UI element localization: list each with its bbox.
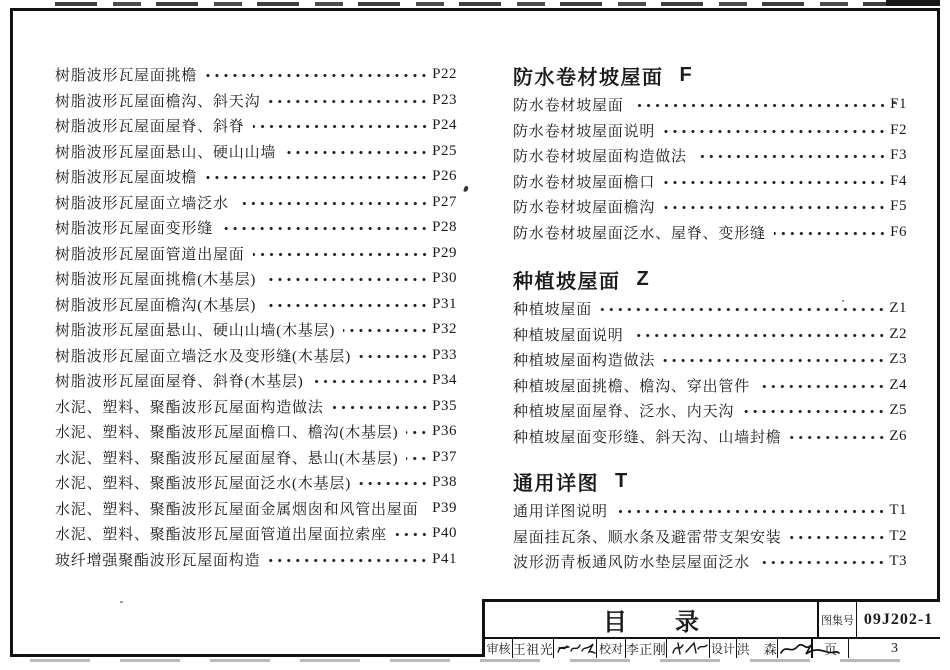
entry-title: 水泥、塑料、聚酯波形瓦屋面泛水(木基层)	[55, 476, 351, 493]
dot-leader	[359, 479, 429, 488]
toc-entry	[513, 347, 907, 373]
dot-leader	[268, 97, 429, 106]
entry-page: P32	[432, 321, 457, 338]
dot-leader	[600, 305, 886, 314]
entry-page: P30	[432, 270, 457, 287]
toc-entry	[55, 368, 457, 394]
entry-title: 种植坡屋面构造做法	[513, 353, 656, 370]
section-entries	[513, 498, 907, 575]
dot-leader	[205, 173, 429, 182]
dot-leader	[632, 331, 887, 340]
toc-section-general-details	[513, 466, 907, 575]
entry-title: 树脂波形瓦屋面挑檐	[55, 68, 198, 85]
title-block-bottom-row	[485, 637, 940, 658]
entry-page: P24	[432, 117, 457, 134]
entry-title: 水泥、塑料、聚酯波形瓦屋面金属烟囱和风管出屋面	[55, 501, 419, 518]
toc-entry	[513, 194, 907, 220]
entry-title: 水泥、塑料、聚酯波形瓦屋面檐口、檐沟(木基层)	[55, 425, 399, 442]
dot-leader	[237, 199, 429, 208]
toc-entry	[55, 266, 457, 292]
toc-entry	[513, 92, 907, 118]
dot-leader	[253, 250, 430, 259]
dot-leader	[359, 352, 429, 361]
page-title: 目 录	[603, 610, 699, 636]
toc-entry	[55, 113, 457, 139]
entry-page: Z5	[889, 402, 907, 419]
entry-page: P38	[432, 474, 457, 491]
entry-page: F1	[890, 96, 907, 113]
section-heading	[513, 60, 907, 90]
toc-entry	[513, 398, 907, 424]
entry-title: 树脂波形瓦屋面檐沟(木基层)	[55, 297, 257, 314]
entry-page: Z2	[889, 325, 907, 342]
signature-icon	[668, 641, 710, 656]
entry-page: P33	[432, 346, 457, 363]
entry-title: 水泥、塑料、聚酯波形瓦屋面构造做法	[55, 399, 324, 416]
dot-leader	[695, 152, 887, 161]
toc-entry	[513, 498, 907, 524]
entry-page: P23	[432, 91, 457, 108]
entry-page: F5	[890, 198, 907, 215]
entry-title: 种植坡屋面屋脊、泛水、内天沟	[513, 404, 735, 421]
toc-entry	[55, 292, 457, 318]
entry-title: 树脂波形瓦屋面屋脊、斜脊	[55, 119, 245, 136]
dot-leader	[790, 533, 887, 542]
toc-entry	[55, 496, 457, 522]
dot-leader	[632, 101, 888, 110]
entry-title: 树脂波形瓦屋面檐沟、斜天沟	[55, 93, 261, 110]
entry-title: 树脂波形瓦屋面悬山、硬山山墙(木基层)	[55, 323, 336, 340]
entry-title: 种植坡屋面挑檐、檐沟、穿出管件	[513, 378, 751, 395]
dot-leader	[253, 122, 430, 131]
reviewer-label: 审核	[486, 642, 511, 656]
title-block	[482, 599, 940, 657]
proofreader-name: 李正刚	[625, 639, 666, 658]
toc-entry	[513, 169, 907, 195]
section-heading	[513, 466, 907, 496]
entry-title: 种植坡屋面说明	[513, 327, 624, 344]
section-entries	[513, 296, 907, 449]
dot-leader	[663, 178, 887, 187]
dot-leader	[284, 148, 429, 157]
entry-title: 防水卷材坡屋面构造做法	[513, 149, 687, 166]
entry-page: F6	[890, 223, 907, 240]
atlas-number-label: 图集号	[817, 602, 856, 637]
dot-leader	[790, 433, 887, 442]
dot-leader	[332, 403, 430, 412]
entry-page: P35	[432, 397, 457, 414]
reviewer-signature	[553, 639, 596, 658]
entry-title: 防水卷材坡屋面檐沟	[513, 200, 656, 217]
toc-entry	[513, 296, 907, 322]
entry-title: 树脂波形瓦屋面立墙泛水	[55, 195, 229, 212]
reviewer-name: 王祖光	[512, 639, 553, 658]
toc-entry	[513, 220, 907, 246]
toc-entry	[513, 373, 907, 399]
section-code: Z	[636, 267, 649, 290]
entry-page: P26	[432, 168, 457, 185]
entry-page: Z6	[889, 427, 907, 444]
toc-entry	[55, 241, 457, 267]
proofreader-label: 校对	[596, 639, 625, 658]
designer-name: 洪 森	[736, 639, 777, 658]
entry-title: 种植坡屋面	[513, 302, 593, 319]
entry-page: P22	[432, 66, 457, 83]
entry-title: 屋面挂瓦条、顺水条及避雷带支架安装	[513, 529, 782, 546]
section-heading-text: 种植坡屋面	[513, 270, 621, 293]
atlas-number-value: 09J202-1	[856, 602, 940, 637]
toc-entry	[55, 521, 457, 547]
entry-title: 树脂波形瓦屋面挑檐(木基层)	[55, 272, 257, 289]
entry-page: P27	[432, 193, 457, 210]
entry-title: 树脂波形瓦屋面坡檐	[55, 170, 198, 187]
dot-leader	[616, 507, 887, 516]
entry-page: P39	[432, 499, 457, 516]
entry-title: 水泥、塑料、聚酯波形瓦屋面屋脊、悬山(木基层)	[55, 450, 399, 467]
toc-entry	[55, 445, 457, 471]
dot-leader	[758, 558, 886, 567]
proofreader-signature	[666, 639, 709, 658]
entry-page: F3	[890, 147, 907, 164]
entry-title: 玻纤增强聚酯波形瓦屋面构造	[55, 552, 261, 569]
entry-page: P37	[432, 448, 457, 465]
entry-page: F4	[890, 172, 907, 189]
toc-entry	[55, 62, 457, 88]
entry-page: Z4	[889, 376, 907, 393]
entry-page: P25	[432, 142, 457, 159]
dot-leader	[343, 326, 429, 335]
toc-entry	[513, 549, 907, 575]
dot-leader	[205, 71, 429, 80]
toc-entry	[55, 88, 457, 114]
toc-entry	[55, 164, 457, 190]
toc-entry	[55, 470, 457, 496]
dot-leader	[395, 530, 429, 539]
section-heading-text: 通用详图	[513, 472, 599, 495]
toc-entry	[513, 118, 907, 144]
toc-entry	[55, 343, 457, 369]
toc-entry	[55, 419, 457, 445]
entry-title: 波形沥青板通风防水垫层屋面泛水	[513, 555, 751, 572]
entry-page: P40	[432, 525, 457, 542]
toc-left-column	[55, 62, 457, 572]
entry-page: P41	[432, 550, 457, 567]
entry-title: 树脂波形瓦屋面屋脊、斜脊(木基层)	[55, 374, 304, 391]
toc-entry	[55, 317, 457, 343]
dot-leader	[264, 275, 429, 284]
page-number-label: 页	[811, 639, 848, 658]
entry-page: P34	[432, 372, 457, 389]
entry-title: 通用详图说明	[513, 504, 608, 521]
entry-title: 防水卷材坡屋面泛水、屋脊、变形缝	[513, 225, 766, 242]
dot-leader	[774, 229, 887, 238]
entry-page: F2	[890, 121, 907, 138]
entry-page: P28	[432, 219, 457, 236]
toc-entry	[513, 143, 907, 169]
signature-icon	[555, 641, 597, 656]
toc-entry	[55, 139, 457, 165]
section-code: F	[679, 63, 692, 86]
entry-title: 水泥、塑料、聚酯波形瓦屋面管道出屋面拉索座	[55, 527, 387, 544]
dot-leader	[268, 556, 429, 565]
entry-title: 防水卷材坡屋面说明	[513, 123, 656, 140]
dot-leader	[312, 377, 430, 386]
section-entries	[513, 92, 907, 245]
toc-entry	[513, 322, 907, 348]
dot-leader	[758, 382, 886, 391]
dot-leader	[663, 356, 886, 365]
signature-icon	[779, 641, 841, 658]
page-number-value: 3	[848, 639, 940, 658]
dot-leader	[221, 224, 429, 233]
entry-title: 种植坡屋面变形缝、斜天沟、山墙封檐	[513, 429, 782, 446]
entry-page: P31	[432, 295, 457, 312]
entry-title: 防水卷材坡屋面	[513, 98, 624, 115]
entry-page: T2	[889, 527, 907, 544]
dot-leader	[663, 203, 887, 212]
entry-title: 树脂波形瓦屋面悬山、硬山山墙	[55, 144, 277, 161]
toc-right-column	[513, 0, 907, 600]
designer-label: 设计	[709, 639, 736, 658]
toc-entry	[55, 215, 457, 241]
entry-page: Z3	[889, 351, 907, 368]
entry-page: Z1	[889, 300, 907, 317]
entry-title: 防水卷材坡屋面檐口	[513, 174, 656, 191]
toc-entry	[55, 547, 457, 573]
toc-entry	[55, 190, 457, 216]
scan-artifact-bottom	[30, 659, 910, 662]
entry-page: P29	[432, 244, 457, 261]
entry-page: T1	[889, 502, 907, 519]
toc-entry	[55, 394, 457, 420]
toc-section-planted-roof	[513, 264, 907, 449]
dot-leader	[426, 505, 429, 514]
toc-section-waterproof-membrane	[513, 60, 907, 245]
section-heading-text: 防水卷材坡屋面	[513, 66, 664, 89]
toc-entry	[513, 424, 907, 450]
designer-signature	[777, 639, 811, 658]
section-code: T	[615, 469, 628, 492]
dot-leader	[663, 127, 887, 136]
entry-page: T3	[889, 553, 907, 570]
dot-leader	[742, 407, 886, 416]
entry-title: 树脂波形瓦屋面变形缝	[55, 221, 214, 238]
section-heading	[513, 264, 907, 294]
dot-leader	[406, 454, 429, 463]
entry-page: P36	[432, 423, 457, 440]
entry-title: 树脂波形瓦屋面管道出屋面	[55, 246, 245, 263]
dot-leader	[406, 428, 429, 437]
title-block-top-row	[485, 602, 940, 637]
dot-leader	[264, 301, 429, 310]
entry-title: 树脂波形瓦屋面立墙泛水及变形缝(木基层)	[55, 348, 351, 365]
toc-entry	[513, 524, 907, 550]
